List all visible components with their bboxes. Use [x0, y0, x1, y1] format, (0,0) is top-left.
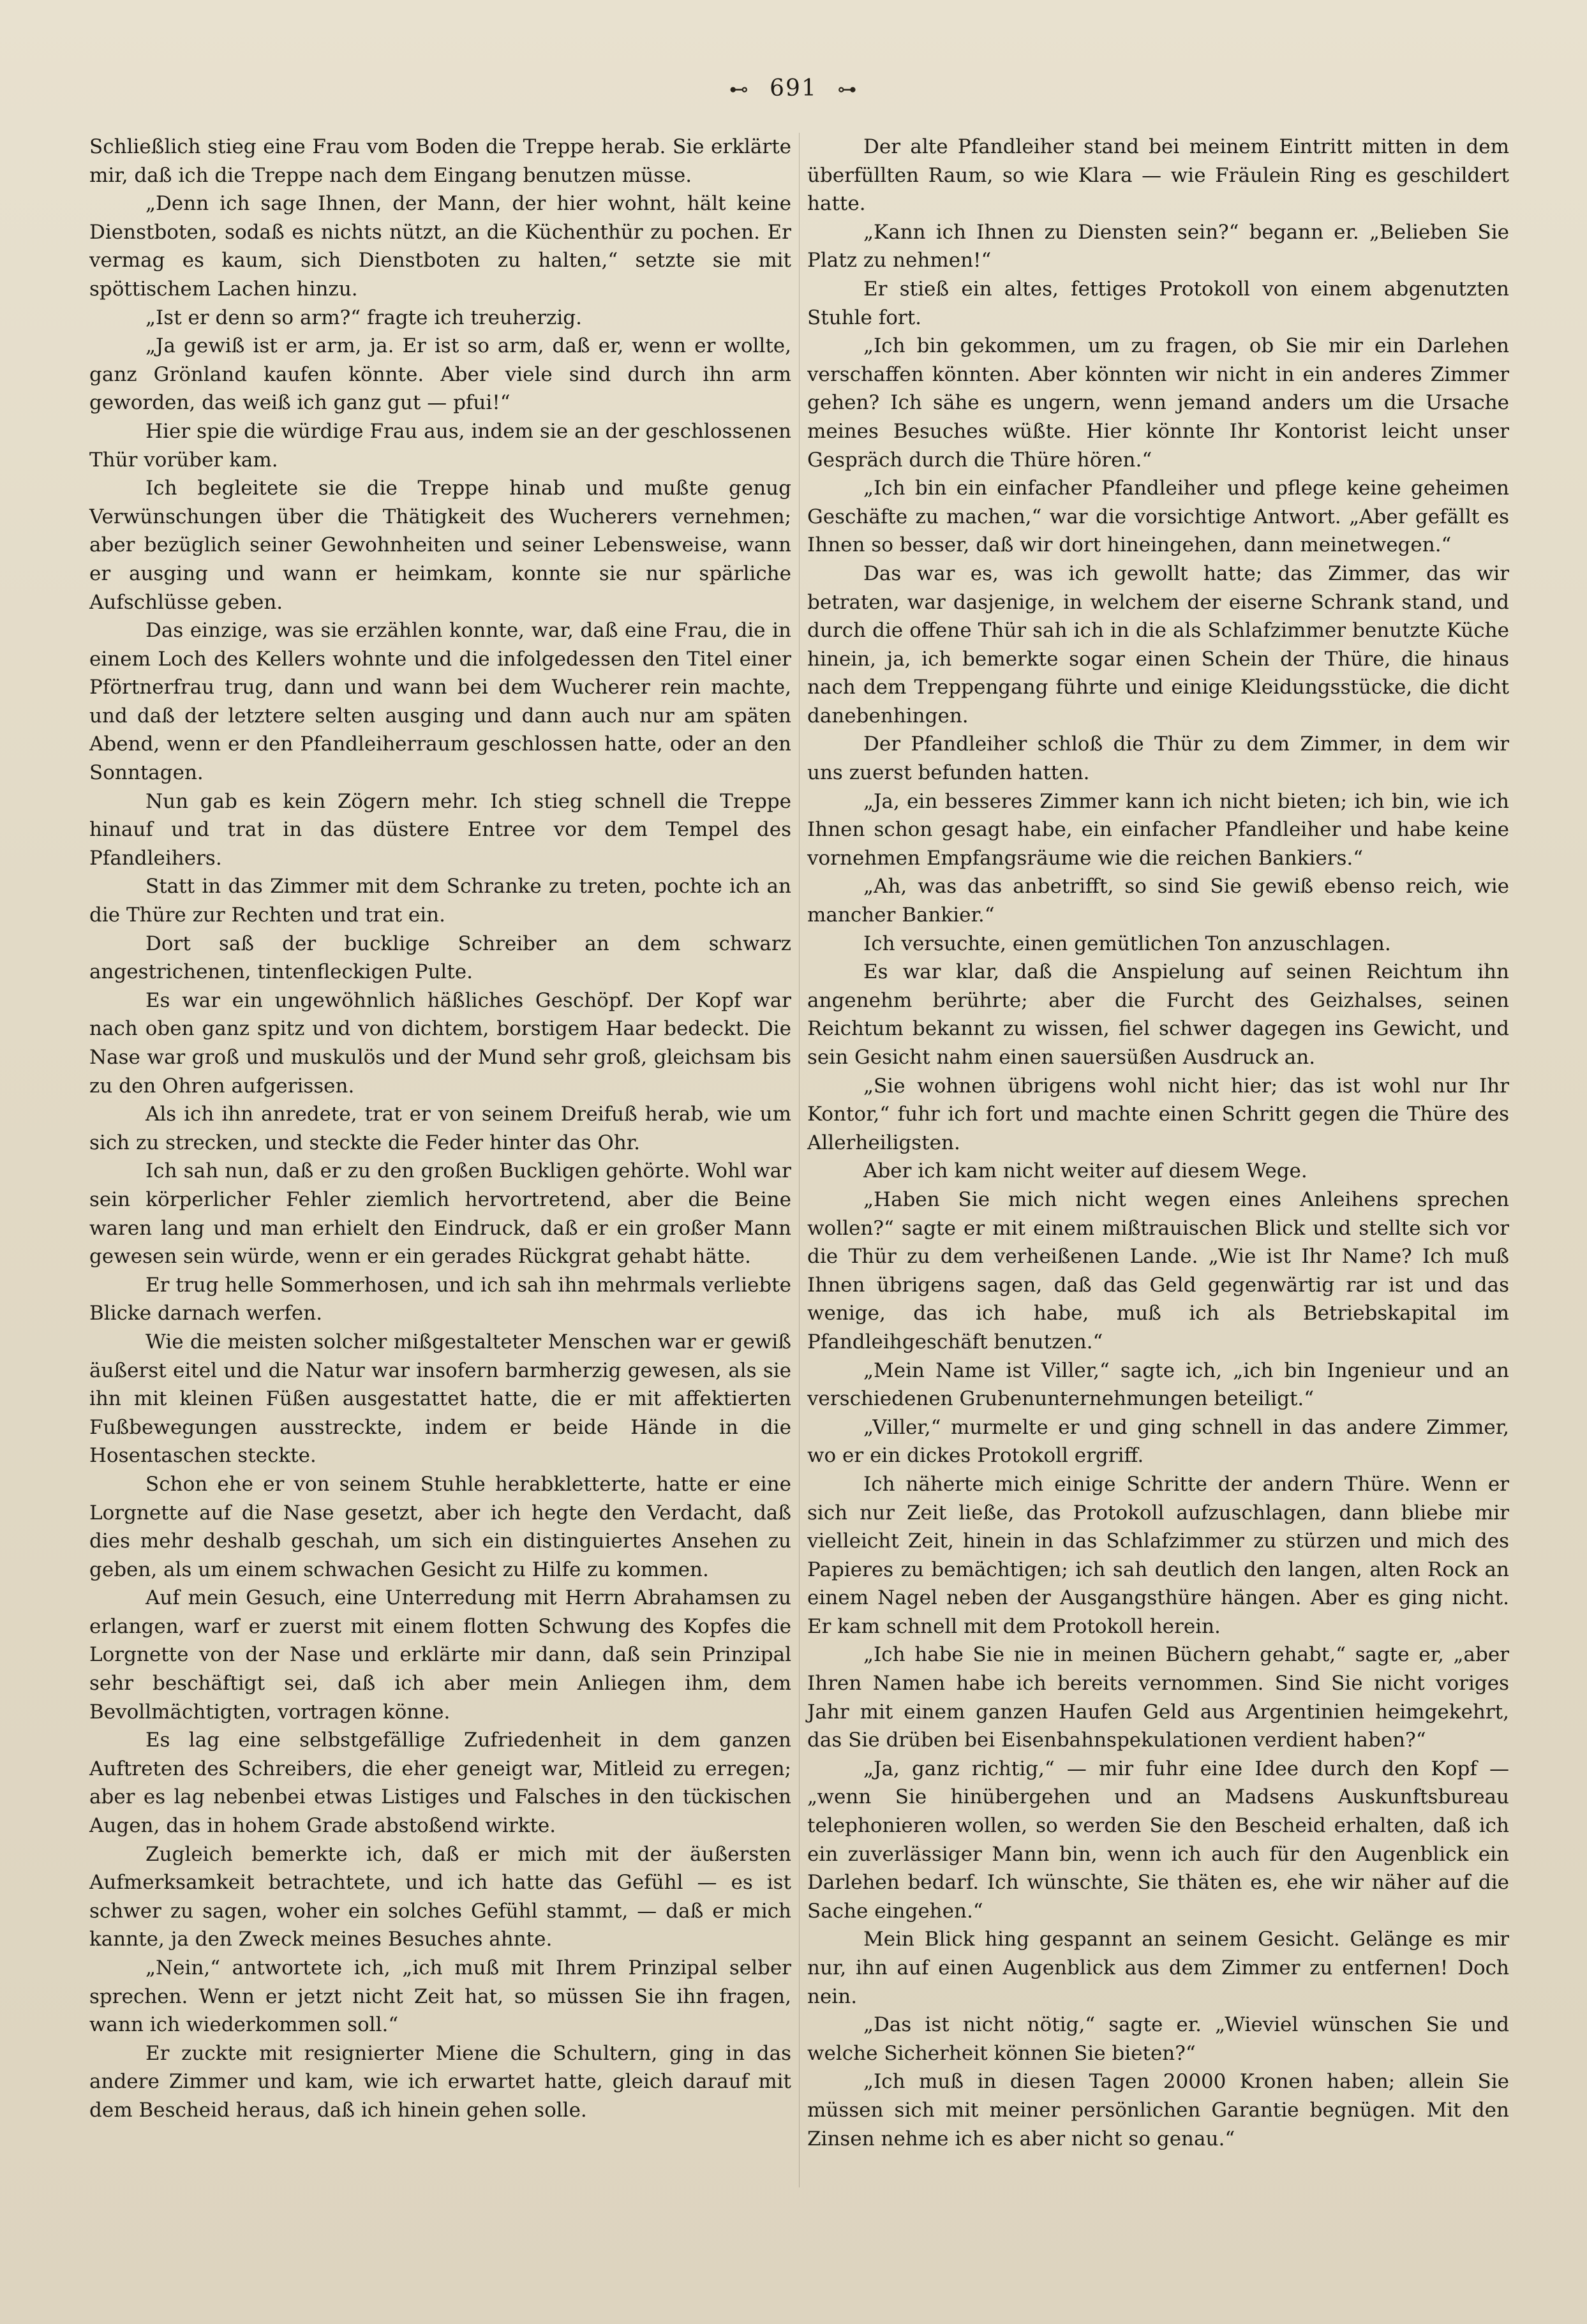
paragraph: Wie die meisten solcher mißgestalteter Menschen war er gewiß äußerst eitel und die Natur war insofern barmherzig gewesen, als sie ihn mit kleinen Füßen ausgestattet hatte, die er mit affektierten Fußbewegungen ausstreckte, indem er beide Hände in die Hosentaschen steckte. [89, 1330, 791, 1468]
paragraph: Es war klar, daß die Anspielung auf seinen Reichtum ihn angenehm berührte; aber die Furcht des Geizhalses, seinen Reichtum bekannt zu wissen, fiel schwer dagegen ins Gewicht, und sein Gesicht nahm einen sauersüßen Ausdruck an. [807, 960, 1509, 1069]
paragraph: „Ja, ein besseres Zimmer kann ich nicht bieten; ich bin, wie ich Ihnen schon gesagt habe, ein einfacher Pfandleiher und habe keine vornehmen Empfangsräume wie die reichen Bankiers.“ [807, 789, 1509, 870]
paragraph: Das einzige, was sie erzählen konnte, war, daß eine Frau, die in einem Loch des Kellers wohnte und die infolgedessen den Titel einer Pförtnerfrau trug, dann und wann bei dem Wucherer rein machte, und daß der letztere selten ausging und dann auch nur am späten Abend, wenn er den Pfandleiherraum geschlossen hatte, oder an den Sonntagen. [89, 619, 791, 785]
paragraph: Schon ehe er von seinem Stuhle herabkletterte, hatte er eine Lorgnette auf die Nase gesetzt, aber ich hegte den Verdacht, daß dies mehr deshalb geschah, um sich ein distinguiertes Ansehen zu geben, als um einem schwachen Gesicht zu Hilfe zu kommen. [89, 1472, 791, 1581]
paragraph: Er zuckte mit resignierter Miene die Schultern, ging in das andere Zimmer und kam, wie ich erwartet hatte, gleich darauf mit dem Bescheid heraus, daß ich hinein gehen solle. [89, 2041, 791, 2122]
paragraph: Ich versuchte, einen gemütlichen Ton anzuschlagen. [863, 932, 1391, 955]
paragraph: Der Pfandleiher schloß die Thür zu dem Zimmer, in dem wir uns zuerst befunden hatten. [807, 733, 1509, 785]
right-column [807, 133, 1509, 2153]
paragraph: „Ich muß in diesen Tagen 20000 Kronen haben; allein Sie müssen sich mit meiner persönlichen Garantie begnügen. Mit den Zinsen nehme ich es aber nicht so genau.“ [807, 2070, 1509, 2150]
column-divider [799, 133, 800, 2187]
paragraph: „Ja, ganz richtig,“ — mir fuhr eine Idee durch den Kopf — „wenn Sie hinübergehen und an Madsens Auskunftsbureau telephonieren wollen, so werden Sie den Bescheid erhalten, daß ich ein zuverlässiger Mann bin, wenn ich auch für den Augenblick ein Darlehen bedarf. Ich wünschte, Sie thäten es, ehe wir näher auf die Sache eingehen.“ [807, 1757, 1509, 1923]
paragraph: „Haben Sie mich nicht wegen eines Anleihens sprechen wollen?“ sagte er mit einem mißtrauischen Blick und stellte sich vor die Thür zu dem verheißenen Lande. „Wie ist Ihr Name? Ich muß Ihnen übrigens sagen, daß das Geld gegenwärtig rar ist und das wenige, das ich habe, muß ich als Betriebskapital im Pfandleihgeschäft benutzen.“ [807, 1188, 1509, 1353]
paragraph: Dort saß der bucklige Schreiber an dem schwarz angestrichenen, tintenfleckigen Pulte. [89, 932, 791, 984]
paragraph: Nun gab es kein Zögern mehr. Ich stieg schnell die Treppe hinauf und trat in das düstere Entree vor dem Tempel des Pfandleihers. [89, 789, 791, 870]
paragraph: Hier spie die würdige Frau aus, indem sie an der geschlossenen Thür vorüber kam. [89, 419, 791, 472]
paragraph: „Ah, was das anbetrifft, so sind Sie gewiß ebenso reich, wie mancher Bankier.“ [807, 875, 1509, 927]
paragraph: Er trug helle Sommerhosen, und ich sah ihn mehrmals verliebte Blicke darnach werfen. [89, 1273, 791, 1325]
page-header [0, 75, 1587, 101]
ornament-left-icon: ⊷ [729, 78, 750, 101]
paragraph: „Mein Name ist Viller,“ sagte ich, „ich bin Ingenieur und an verschiedenen Grubenunternehmungen beteiligt.“ [807, 1359, 1509, 1411]
paragraph: „Ist er denn so arm?“ fragte ich treuherzig. [145, 306, 582, 329]
paragraph: Statt in das Zimmer mit dem Schranke zu treten, pochte ich an die Thüre zur Rechten und trat ein. [89, 875, 791, 927]
paragraph: „Kann ich Ihnen zu Diensten sein?“ begann er. „Belieben Sie Platz zu nehmen!“ [807, 220, 1509, 272]
paragraph: „Ich bin ein einfacher Pfandleiher und pflege keine geheimen Geschäfte zu machen,“ war die vorsichtige Antwort. „Aber gefällt es Ihnen so besser, daß wir dort hineingehen, dann meinetwegen.“ [807, 477, 1509, 557]
paragraph: „Sie wohnen übrigens wohl nicht hier; das ist wohl nur Ihr Kontor,“ fuhr ich fort und machte einen Schritt gegen die Thüre des Allerheiligsten. [807, 1074, 1509, 1154]
paragraph: „Ich habe Sie nie in meinen Büchern gehabt,“ sagte er, „aber Ihren Namen habe ich bereits vernommen. Sind Sie nicht voriges Jahr mit einem ganzen Haufen Geld aus Argentinien heimgekehrt, das Sie drüben bei Eisenbahnspekulationen verdient haben?“ [807, 1643, 1509, 1752]
paragraph: Ich sah nun, daß er zu den großen Buckligen gehörte. Wohl war sein körperlicher Fehler ziemlich hervortretend, aber die Beine waren lang und man erhielt den Eindruck, daß er ein großer Mann gewesen sein würde, wenn er ein gerades Rückgrat gehabt hätte. [89, 1159, 791, 1269]
paragraph: Es lag eine selbstgefällige Zufriedenheit in dem ganzen Auftreten des Schreibers, die eher geneigt war, Mitleid zu erregen; aber es lag nebenbei etwas Listiges und Falsches in den tückischen Augen, das in hohem Grade abstoßend wirkte. [89, 1729, 791, 1838]
paragraph: Der alte Pfandleiher stand bei meinem Eintritt mitten in dem überfüllten Raum, so wie Klara — wie Fräulein Ring es geschildert hatte. [807, 135, 1509, 216]
paragraph: „Viller,“ murmelte er und ging schnell in das andere Zimmer, wo er ein dickes Protokoll ergriff. [807, 1415, 1509, 1468]
paragraph: Mein Blick hing gespannt an seinem Gesicht. Gelänge es mir nur, ihn auf einen Augenblick aus dem Zimmer zu entfernen! Doch nein. [807, 1928, 1509, 2008]
left-column [89, 133, 791, 2125]
paragraph: „Denn ich sage Ihnen, der Mann, der hier wohnt, hält keine Dienstboten, sodaß es nichts nützt, an die Küchenthür zu pochen. Er vermag es kaum, sich Dienstboten zu halten,“ setzte sie mit spöttischem Lachen hinzu. [89, 192, 791, 301]
page-number: 691 [770, 75, 817, 101]
paragraph: Als ich ihn anredete, trat er von seinem Dreifuß herab, wie um sich zu strecken, und steckte die Feder hinter das Ohr. [89, 1103, 791, 1154]
paragraph: Zugleich bemerkte ich, daß er mich mit der äußersten Aufmerksamkeit betrachtete, und ich hatte das Gefühl — es ist schwer zu sagen, woher ein solches Gefühl stammt, — daß er mich kannte, ja den Zweck meines Besuches ahnte. [89, 1842, 791, 1951]
paragraph: „Ich bin gekommen, um zu fragen, ob Sie mir ein Darlehen verschaffen könnten. Aber könnten wir nicht in ein anderes Zimmer gehen? Ich sähe es ungern, wenn jemand anders um die Ursache meines Besuches wüßte. Hier könnte Ihr Kontorist leicht unser Gespräch durch die Thüre hören.“ [807, 334, 1509, 472]
paragraph: „Nein,“ antwortete ich, „ich muß mit Ihrem Prinzipal selber sprechen. Wenn er jetzt nicht Zeit hat, so müssen Sie ihn fragen, wann ich wiederkommen soll.“ [89, 1956, 791, 2037]
paragraph: Das war es, was ich gewollt hatte; das Zimmer, das wir betraten, war dasjenige, in welchem der eiserne Schrank stand, und durch die offene Thür sah ich in die als Schlafzimmer benutzte Küche hinein, ja, ich bemerkte sogar einen Schein der Thüre, die hinaus nach dem Treppengang führte und einige Kleidungsstücke, die dicht danebenhingen. [807, 562, 1509, 727]
paragraph: Schließlich stieg eine Frau vom Boden die Treppe herab. Sie erklärte mir, daß ich die Treppe nach dem Eingang benutzen müsse. [89, 135, 791, 187]
paragraph: Es war ein ungewöhnlich häßliches Geschöpf. Der Kopf war nach oben ganz spitz und von dichtem, borstigem Haar bedeckt. Die Nase war groß und muskulös und der Mund sehr groß, gleichsam bis zu den Ohren aufgerissen. [89, 988, 791, 1098]
ornament-right-icon: ⊶ [837, 78, 858, 101]
paragraph: Auf mein Gesuch, eine Unterredung mit Herrn Abrahamsen zu erlangen, warf er zuerst mit einem flotten Schwung des Kopfes die Lorgnette von der Nase und erklärte mir dann, daß sein Prinzipal sehr beschäftigt sei, daß ich aber mein Anliegen ihm, dem Bevollmächtigten, vortragen könne. [89, 1586, 791, 1724]
paragraph: Ich näherte mich einige Schritte der andern Thüre. Wenn er sich nur Zeit ließe, das Protokoll aufzuschlagen, dann bliebe mir vielleicht Zeit, hinein in das Schlafzimmer zu stürzen und mich des Papieres zu bemächtigen; ich sah deutlich den langen, alten Rock an einem Nagel neben der Ausgangsthüre hängen. Aber es ging nicht. Er kam schnell mit dem Protokoll herein. [807, 1472, 1509, 1638]
paragraph: „Das ist nicht nötig,“ sagte er. „Wieviel wünschen Sie und welche Sicherheit können Sie bieten?“ [807, 2013, 1509, 2065]
paragraph: Aber ich kam nicht weiter auf diesem Wege. [863, 1159, 1308, 1183]
paragraph: „Ja gewiß ist er arm, ja. Er ist so arm, daß er, wenn er wollte, ganz Grönland kaufen könnte. Aber viele sind durch ihn arm geworden, das weiß ich ganz gut — pfui!“ [89, 334, 791, 415]
paragraph: Er stieß ein altes, fettiges Protokoll von einem abgenutzten Stuhle fort. [807, 277, 1509, 329]
paragraph: Ich begleitete sie die Treppe hinab und mußte genug Verwünschungen über die Thätigkeit des Wucherers vernehmen; aber bezüglich seiner Gewohnheiten und seiner Lebensweise, wann er ausging und wann er heimkam, konnte sie nur spärliche Aufschlüsse geben. [89, 477, 791, 614]
